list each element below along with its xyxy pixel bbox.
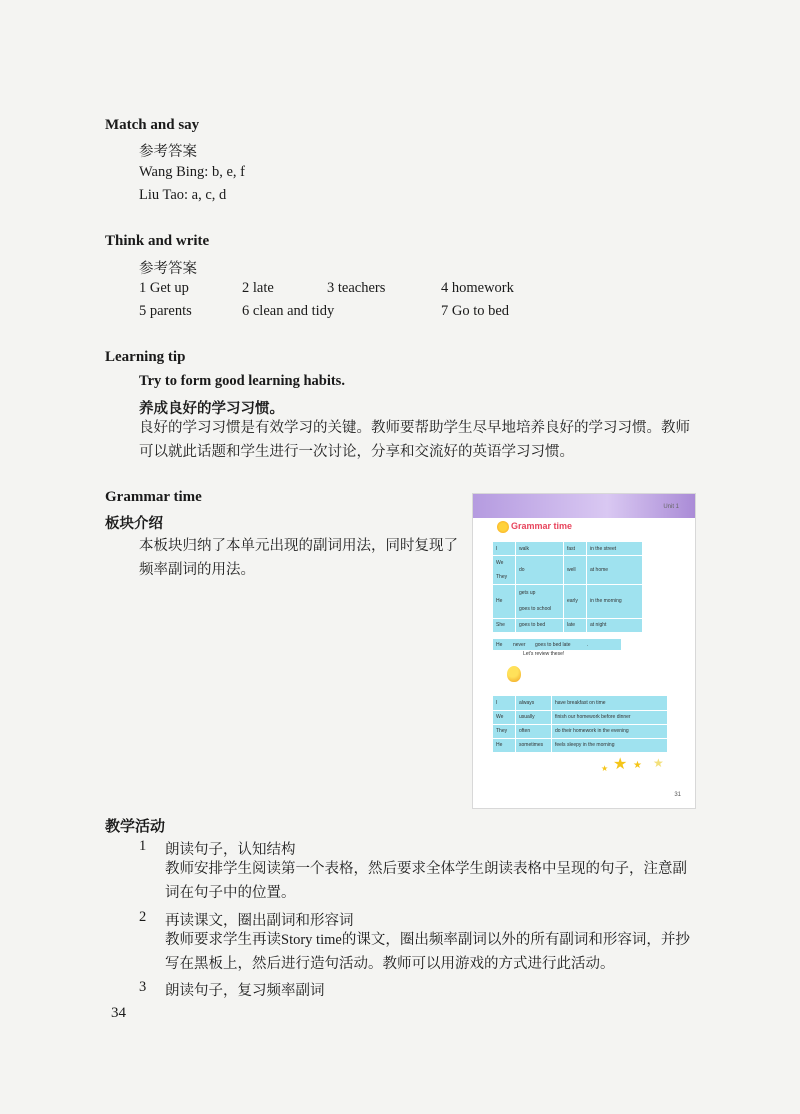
table-cell: always <box>519 700 535 706</box>
sun-icon <box>497 521 509 533</box>
table-cell: at night <box>590 622 607 628</box>
table-cell: We <box>496 714 504 720</box>
table-cell: sometimes <box>519 742 544 748</box>
table-cell: often <box>519 728 531 734</box>
speech-bubble: Let's review these! <box>523 651 565 657</box>
page-number: 34 <box>111 1005 126 1021</box>
answer-item: 4 homework <box>441 280 514 296</box>
table-cell: goes to bed <box>519 622 546 628</box>
activity-2-description: 教师要求学生再读Story time的课文，圈出频率副词以外的所有副词和形容词，并抄写在黑板上，然后进行造句活动。教师可以用游戏的方式进行此活动。 <box>165 932 690 972</box>
table-cell: early <box>567 598 578 604</box>
activity-2-number: 2 <box>139 909 147 925</box>
activity-3-title: 朗读句子，复习频率副词 <box>165 983 325 999</box>
grammar-time-subheading: 板块介绍 <box>105 516 163 532</box>
activity-1-title: 朗读句子，认知结构 <box>165 842 296 858</box>
thumbnail-unit-label: Unit 1 <box>663 504 679 510</box>
table-cell: have breakfast on time <box>555 700 606 706</box>
answer-item: 2 late <box>242 280 274 296</box>
learning-tip-heading: Learning tip <box>105 349 186 365</box>
learning-tip-en-title: Try to form good learning habits. <box>139 373 345 389</box>
table-cell: gets up <box>519 590 536 596</box>
table-cell: late <box>567 622 576 628</box>
table-cell: I <box>496 700 498 706</box>
table-cell: do <box>519 567 525 573</box>
activity-1-number: 1 <box>139 838 147 854</box>
table-cell: They <box>496 574 508 580</box>
activity-3-number: 3 <box>139 979 147 995</box>
answer-item: 1 Get up <box>139 280 189 296</box>
table-cell: He <box>496 598 503 604</box>
answer-item: 3 teachers <box>327 280 386 296</box>
think-write-heading: Think and write <box>105 233 210 249</box>
learning-tip-cn-title: 养成良好的学习习惯。 <box>139 401 284 417</box>
grammar-time-paragraph: 本板块归纳了本单元出现的副词用法，同时复现了频率副词的用法。 <box>139 538 458 578</box>
match-say-heading: Match and say <box>105 117 200 133</box>
think-write-ref-label: 参考答案 <box>139 261 197 277</box>
star-icon: ★ <box>613 754 628 773</box>
table-cell: We <box>496 560 504 566</box>
table-cell: in the street <box>590 546 617 552</box>
learning-tip-paragraph: 良好的学习习惯是有效学习的关键。教师要帮助学生尽早地培养良好的学习习惯。教师可以就此话题和学生进行一次讨论，分享和交流好的英语学习习惯。 <box>139 420 690 460</box>
match-say-answer-1: Wang Bing: b, e, f <box>139 164 245 180</box>
table-cell: feels sleepy in the morning <box>555 742 615 748</box>
answer-item: 7 Go to bed <box>441 303 510 319</box>
table-cell: at home <box>590 567 609 573</box>
activity-2-title: 再读课文，圈出副词和形容词 <box>165 913 354 929</box>
star-icon: ★ <box>653 756 664 770</box>
table-cell: He <box>496 742 503 748</box>
match-say-answer-2: Liu Tao: a, c, d <box>139 187 227 203</box>
thumbnail-page-number: 31 <box>674 792 681 798</box>
table-cell: in the morning <box>590 598 622 604</box>
table-cell: fast <box>567 546 576 552</box>
table-cell: well <box>567 567 576 573</box>
table-cell: She <box>496 622 505 628</box>
table-cell: do their homework in the evening <box>555 728 629 734</box>
answer-item: 6 clean and tidy <box>242 303 335 319</box>
textbook-thumbnail: Unit 1 Grammar time I walk fast in the street We do well at home They He gets up early in the morning goes to school She goes to bed late at night He never goes to bed late . Let's review these! I always have breakfast on time We usually finish our homework before dinner They often do their homework in the evening He sometimes feels sleepy in the morning ★ ★ ★ ★ 31 <box>472 493 696 809</box>
activities-heading: 教学活动 <box>105 819 166 835</box>
activity-1-description: 教师安排学生阅读第一个表格，然后要求全体学生朗读表格中呈现的句子，注意副词在句子中的位置。 <box>165 861 687 901</box>
table-cell: goes to school <box>519 606 552 612</box>
star-icon: ★ <box>601 764 609 773</box>
bird-mascot-icon <box>507 666 521 682</box>
star-icon: ★ <box>633 760 642 771</box>
table-cell: They <box>496 728 508 734</box>
answer-item: 5 parents <box>139 303 192 319</box>
table-cell: finish our homework before dinner <box>555 714 631 720</box>
grammar-time-heading: Grammar time <box>105 489 202 505</box>
match-say-ref-label: 参考答案 <box>139 144 197 160</box>
table-cell: I <box>496 546 498 552</box>
table-cell: walk <box>519 546 530 552</box>
table-cell: usually <box>519 714 535 720</box>
